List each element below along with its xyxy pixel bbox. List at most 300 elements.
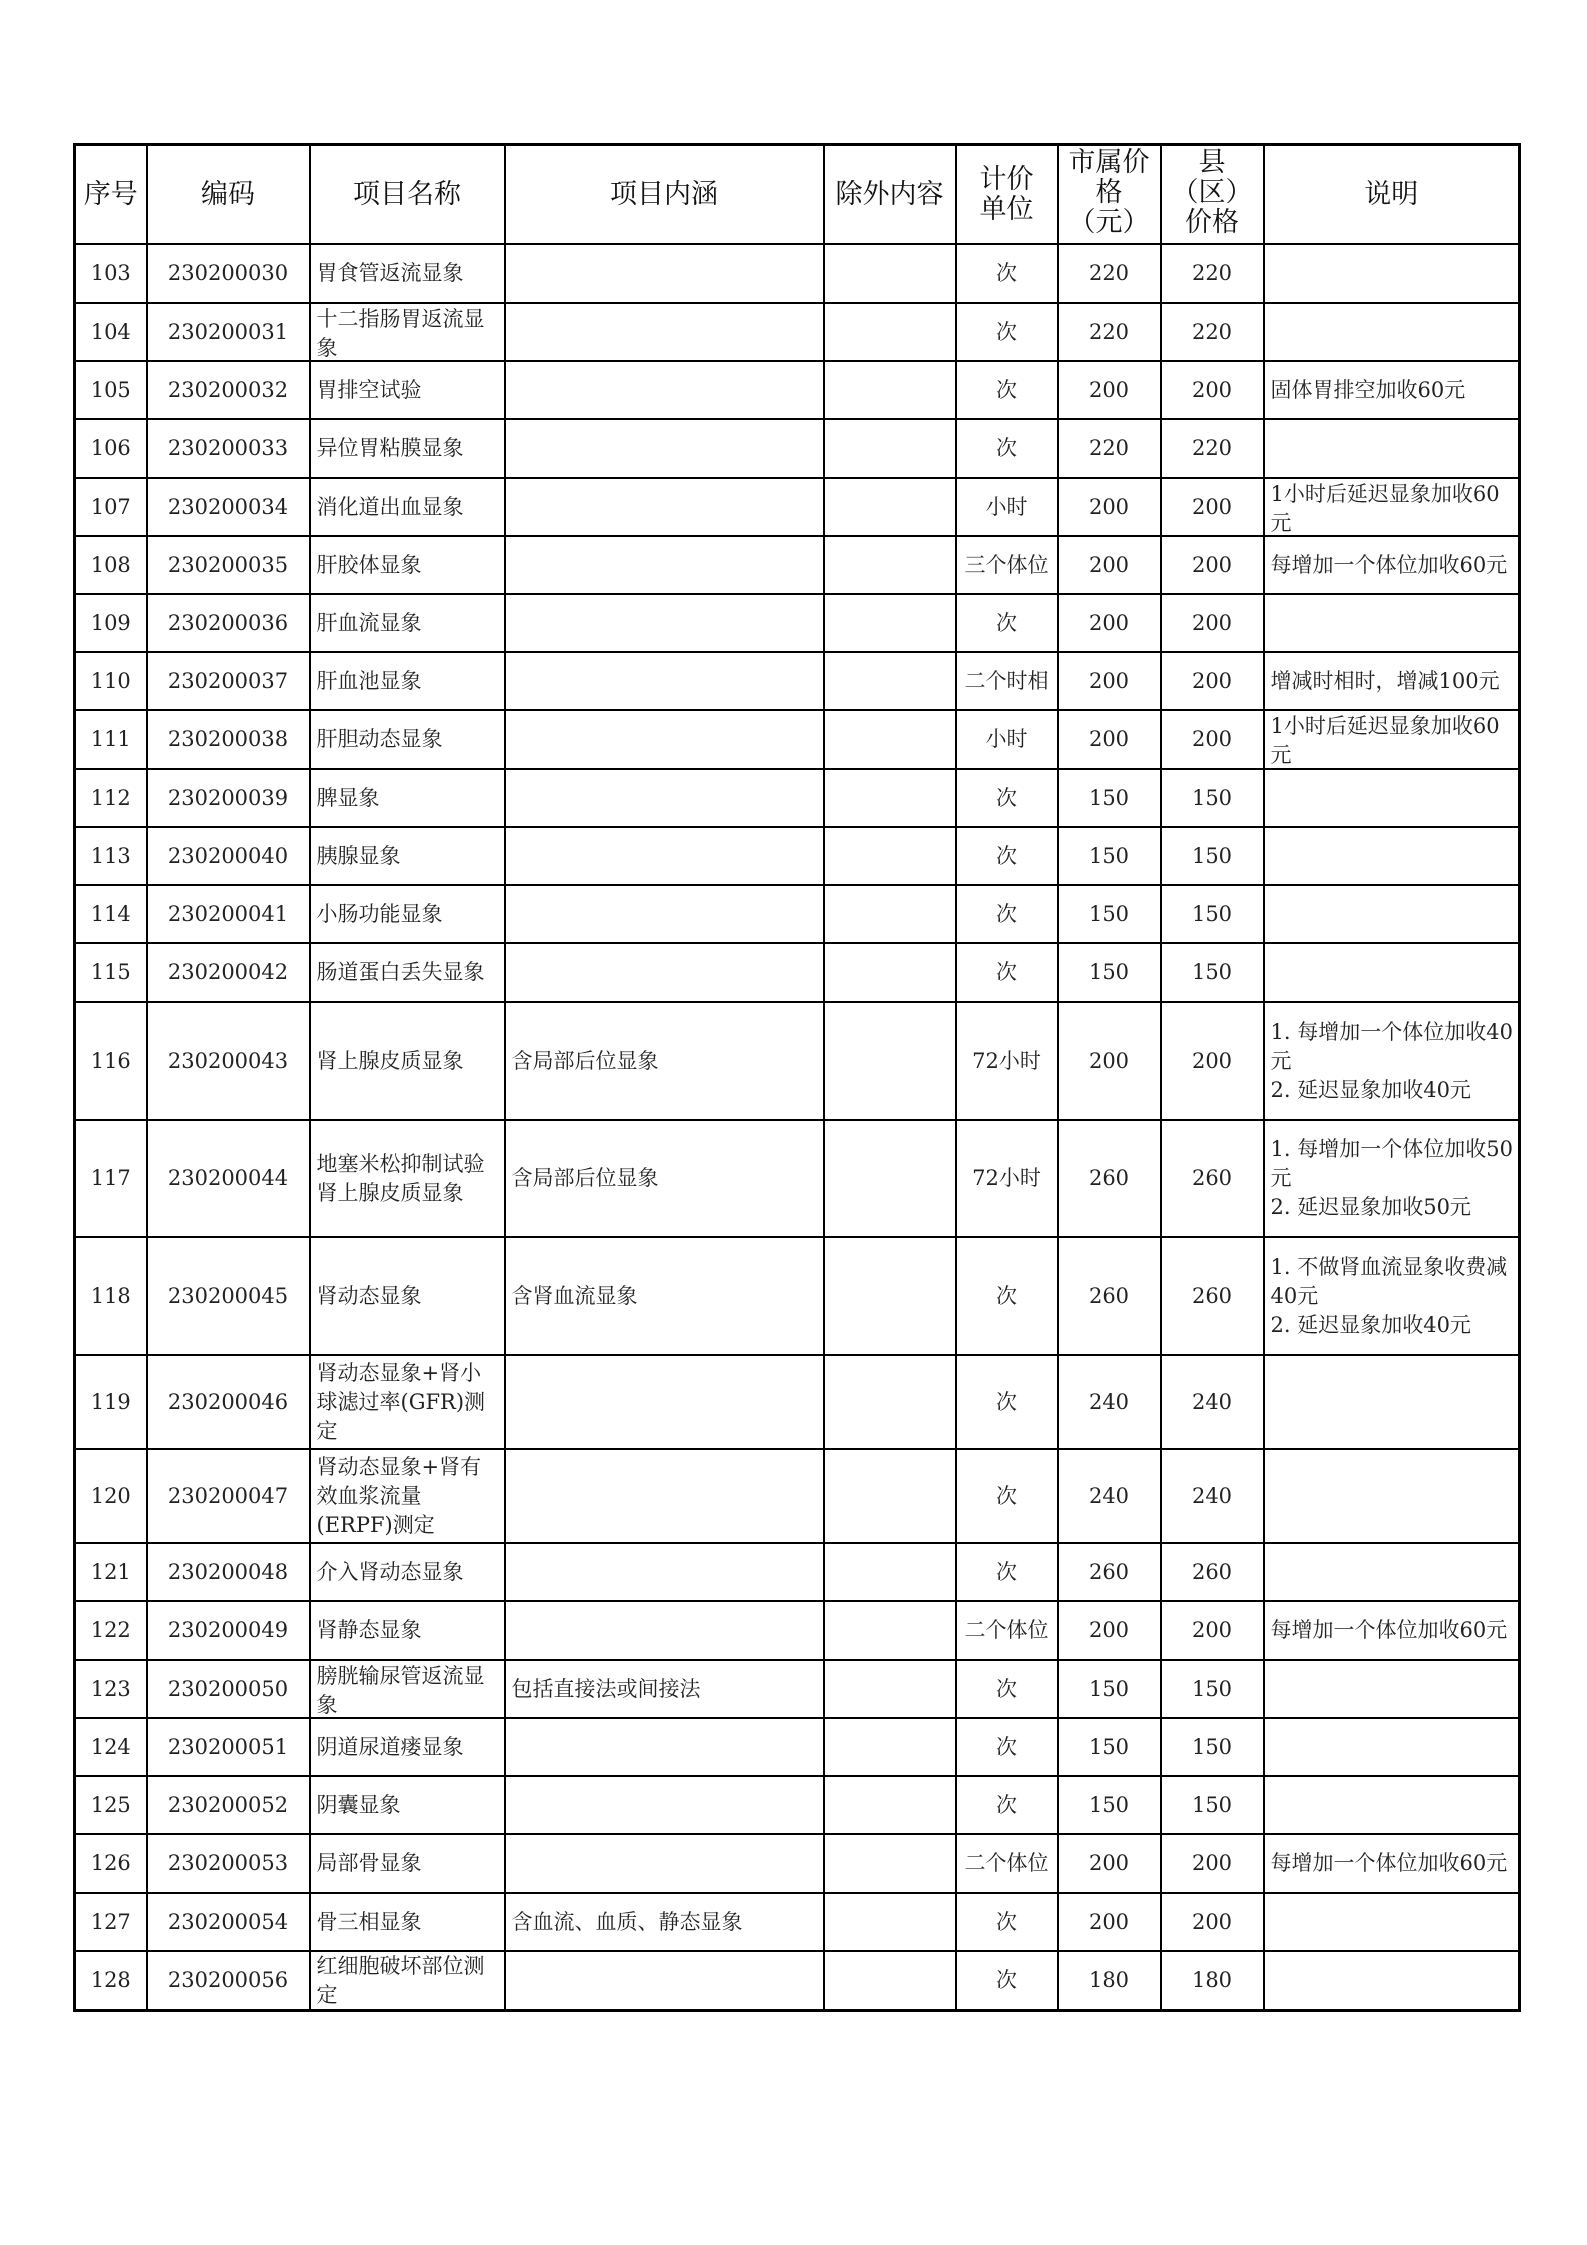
header-city-price (1058, 145, 1161, 245)
cell-seq (75, 1834, 147, 1893)
cell-code (147, 1660, 310, 1718)
cell-seq-text: 111 (90, 727, 131, 751)
cell-city-price-text: 150 (1088, 960, 1130, 984)
header-row (75, 145, 1520, 245)
cell-seq-text: 110 (90, 668, 131, 693)
cell-seq-text: 122 (90, 1618, 131, 1642)
cell-exclusions (824, 943, 956, 1002)
cell-name (310, 652, 505, 710)
cell-unit-text: 次 (996, 901, 1017, 926)
cell-name (310, 1120, 505, 1237)
table-row (75, 1355, 1520, 1449)
table-row (75, 769, 1520, 827)
cell-exclusions (824, 1601, 956, 1660)
cell-unit (956, 244, 1058, 303)
cell-name-text: 肝胶体显象 (316, 552, 422, 577)
cell-name (310, 1893, 505, 1951)
cell-city-price-text: 200 (1088, 1909, 1130, 1934)
cell-unit (956, 594, 1058, 652)
cell-city-price (1058, 1237, 1161, 1355)
cell-code (147, 1951, 310, 2010)
cell-code (147, 1449, 310, 1543)
cell-content (505, 244, 824, 303)
cell-content (505, 1355, 824, 1449)
cell-code-text: 230200040 (167, 843, 289, 868)
cell-county-price (1161, 1237, 1264, 1355)
cell-county-price-text: 240 (1191, 1483, 1233, 1508)
cell-unit (956, 1776, 1058, 1834)
cell-code-text: 230200036 (167, 610, 289, 635)
cell-city-price (1058, 478, 1161, 536)
cell-exclusions (824, 1893, 956, 1951)
cell-content (505, 594, 824, 652)
cell-notes (1264, 1002, 1520, 1120)
cell-county-price (1161, 1951, 1264, 2010)
cell-county-price-text: 150 (1191, 960, 1233, 984)
cell-county-price-text: 220 (1191, 436, 1233, 460)
cell-seq-text: 125 (90, 1792, 131, 1817)
cell-exclusions (824, 1449, 956, 1543)
cell-code (147, 885, 310, 943)
cell-city-price-text: 240 (1088, 1389, 1130, 1414)
cell-city-price (1058, 419, 1161, 478)
cell-city-price (1058, 244, 1161, 303)
cell-code (147, 1002, 310, 1120)
cell-seq-text: 107 (90, 494, 131, 519)
cell-code (147, 244, 310, 303)
cell-county-price (1161, 1449, 1264, 1543)
cell-name-text: 红细胞破坏部位测定 (316, 1954, 485, 2008)
cell-city-price (1058, 361, 1161, 419)
cell-exclusions (824, 769, 956, 827)
header-notes (1264, 145, 1520, 245)
cell-exclusions (824, 710, 956, 769)
cell-county-price (1161, 943, 1264, 1002)
cell-content (505, 303, 824, 361)
table-row (75, 710, 1520, 769)
cell-seq (75, 1893, 147, 1951)
table-row (75, 1834, 1520, 1893)
cell-county-price (1161, 827, 1264, 885)
cell-notes (1264, 303, 1520, 361)
cell-seq (75, 885, 147, 943)
cell-name-text: 肾动态显象 (316, 1283, 422, 1308)
cell-seq (75, 1355, 147, 1449)
cell-code-text: 230200035 (167, 552, 289, 577)
cell-seq-text: 119 (90, 1389, 131, 1414)
cell-code (147, 943, 310, 1002)
cell-seq (75, 594, 147, 652)
cell-name (310, 478, 505, 536)
cell-city-price (1058, 536, 1161, 594)
cell-name-text: 肝血池显象 (316, 668, 422, 693)
cell-code (147, 1893, 310, 1951)
cell-county-price (1161, 1834, 1264, 1893)
cell-city-price-text: 150 (1088, 901, 1130, 926)
cell-county-price-text: 200 (1191, 1618, 1233, 1642)
cell-seq-text: 115 (90, 960, 131, 984)
cell-content (505, 710, 824, 769)
cell-city-price-text: 260 (1088, 1559, 1130, 1584)
cell-seq-text: 103 (90, 261, 131, 285)
cell-city-price (1058, 1718, 1161, 1776)
cell-code (147, 1834, 310, 1893)
cell-city-price-text: 180 (1088, 1967, 1130, 1992)
cell-notes (1264, 769, 1520, 827)
cell-city-price-text: 200 (1088, 610, 1130, 635)
cell-county-price-text: 150 (1191, 1676, 1233, 1701)
cell-name (310, 1355, 505, 1449)
cell-city-price-text: 150 (1088, 785, 1130, 810)
cell-code (147, 710, 310, 769)
cell-seq-text: 120 (90, 1483, 131, 1508)
cell-code (147, 827, 310, 885)
cell-code-text: 230200034 (167, 494, 289, 519)
cell-seq (75, 1002, 147, 1120)
cell-exclusions (824, 1951, 956, 2010)
cell-code-text: 230200030 (167, 261, 289, 285)
cell-city-price-text: 200 (1088, 1851, 1130, 1875)
cell-seq-text: 123 (90, 1676, 131, 1701)
cell-county-price-text: 260 (1191, 1283, 1233, 1308)
cell-unit-text: 次 (996, 377, 1017, 402)
cell-notes (1264, 1951, 1520, 2010)
header-seq-label: 序号 (83, 179, 138, 210)
cell-unit (956, 769, 1058, 827)
header-unit (956, 145, 1058, 245)
cell-city-price (1058, 1355, 1161, 1449)
cell-county-price-text: 200 (1191, 1851, 1233, 1875)
cell-seq-text: 121 (90, 1559, 131, 1584)
header-exclusions (824, 145, 956, 245)
cell-name-text: 局部骨显象 (316, 1851, 422, 1875)
cell-name (310, 536, 505, 594)
cell-county-price-text: 200 (1191, 377, 1233, 402)
cell-name-text: 肝血流显象 (316, 610, 422, 635)
cell-notes-text: 固体胃排空加收60元 (1270, 377, 1466, 402)
table-row (75, 1893, 1520, 1951)
cell-code (147, 536, 310, 594)
cell-code (147, 652, 310, 710)
cell-seq (75, 1601, 147, 1660)
cell-city-price (1058, 1893, 1161, 1951)
cell-unit (956, 1951, 1058, 2010)
cell-code-text: 230200032 (167, 377, 289, 402)
cell-name (310, 1776, 505, 1834)
cell-name-text: 膀胱输尿管返流显象 (316, 1663, 485, 1717)
cell-seq (75, 1449, 147, 1543)
cell-county-price (1161, 419, 1264, 478)
cell-county-price (1161, 885, 1264, 943)
price-table (73, 143, 1521, 2012)
cell-unit (956, 361, 1058, 419)
cell-unit (956, 478, 1058, 536)
cell-city-price (1058, 1449, 1161, 1543)
cell-name (310, 419, 505, 478)
cell-name-text: 十二指肠胃返流显象 (316, 306, 485, 360)
cell-city-price-text: 200 (1088, 727, 1130, 751)
cell-content (505, 1002, 824, 1120)
cell-name (310, 943, 505, 1002)
table-row (75, 1002, 1520, 1120)
cell-content-text: 含局部后位显象 (511, 1048, 659, 1073)
cell-unit-text: 三个体位 (964, 552, 1049, 577)
table-row (75, 361, 1520, 419)
cell-unit (956, 1449, 1058, 1543)
cell-content (505, 419, 824, 478)
cell-county-price (1161, 1120, 1264, 1237)
cell-exclusions (824, 419, 956, 478)
cell-content (505, 1237, 824, 1355)
table-row (75, 1660, 1520, 1718)
cell-county-price-text: 150 (1191, 1734, 1233, 1759)
cell-county-price-text: 220 (1191, 261, 1233, 285)
cell-city-price (1058, 1002, 1161, 1120)
cell-county-price (1161, 1543, 1264, 1601)
cell-name-text: 消化道出血显象 (316, 494, 464, 519)
cell-unit-text: 次 (996, 1792, 1017, 1817)
cell-unit-text: 72小时 (972, 1166, 1041, 1190)
cell-name (310, 827, 505, 885)
cell-county-price-text: 150 (1191, 785, 1233, 810)
table-row (75, 652, 1520, 710)
cell-code (147, 1120, 310, 1237)
cell-unit (956, 303, 1058, 361)
cell-exclusions (824, 1355, 956, 1449)
cell-unit-text: 次 (996, 843, 1017, 868)
cell-code-text: 230200050 (167, 1676, 289, 1701)
cell-notes-text: 每增加一个体位加收60元 (1270, 1618, 1508, 1642)
cell-unit (956, 1834, 1058, 1893)
cell-name (310, 1449, 505, 1543)
cell-unit-text: 小时 (985, 727, 1028, 751)
cell-seq-text: 109 (90, 610, 131, 635)
header-code-label: 编码 (201, 179, 255, 210)
cell-seq (75, 361, 147, 419)
cell-county-price (1161, 303, 1264, 361)
cell-seq (75, 1660, 147, 1718)
cell-city-price-text: 200 (1088, 494, 1130, 519)
cell-name (310, 1601, 505, 1660)
cell-code (147, 419, 310, 478)
cell-notes (1264, 885, 1520, 943)
cell-unit-text: 次 (996, 960, 1017, 984)
header-county-price (1161, 145, 1264, 245)
cell-exclusions (824, 1660, 956, 1718)
cell-code-text: 230200031 (167, 319, 289, 344)
cell-content-text: 包括直接法或间接法 (511, 1676, 701, 1701)
cell-notes (1264, 478, 1520, 536)
cell-seq (75, 303, 147, 361)
cell-seq-text: 105 (90, 377, 131, 402)
cell-content (505, 478, 824, 536)
cell-code (147, 303, 310, 361)
cell-content (505, 1718, 824, 1776)
cell-name-text: 骨三相显象 (316, 1909, 422, 1934)
cell-county-price-text: 200 (1191, 1048, 1233, 1073)
table-row (75, 244, 1520, 303)
cell-exclusions (824, 244, 956, 303)
cell-name (310, 769, 505, 827)
cell-name (310, 710, 505, 769)
cell-exclusions (824, 1718, 956, 1776)
cell-seq-text: 118 (90, 1283, 131, 1308)
cell-exclusions (824, 1002, 956, 1120)
cell-county-price (1161, 478, 1264, 536)
cell-content (505, 1776, 824, 1834)
cell-seq (75, 827, 147, 885)
cell-city-price (1058, 652, 1161, 710)
cell-name (310, 1718, 505, 1776)
cell-unit (956, 1002, 1058, 1120)
cell-county-price-text: 200 (1191, 610, 1233, 635)
cell-code-text: 230200054 (167, 1909, 289, 1934)
cell-seq (75, 1237, 147, 1355)
cell-content (505, 361, 824, 419)
cell-code-text: 230200041 (167, 901, 289, 926)
cell-unit (956, 1601, 1058, 1660)
cell-name (310, 885, 505, 943)
cell-seq-text: 124 (90, 1734, 131, 1759)
cell-unit-text: 72小时 (972, 1048, 1041, 1073)
table-row (75, 1237, 1520, 1355)
cell-unit (956, 885, 1058, 943)
cell-city-price-text: 260 (1088, 1283, 1130, 1308)
cell-name-text: 肾动态显象+肾小球滤过率(GFR)测定 (316, 1360, 486, 1443)
cell-seq-text: 126 (90, 1851, 131, 1875)
cell-code (147, 1543, 310, 1601)
cell-content (505, 1543, 824, 1601)
cell-city-price-text: 150 (1088, 1792, 1130, 1817)
table-row (75, 1951, 1520, 2010)
cell-code-text: 230200038 (167, 727, 289, 751)
cell-notes (1264, 943, 1520, 1002)
cell-county-price (1161, 1355, 1264, 1449)
cell-notes-text: 1. 每增加一个体位加收50元 2. 延迟显象加收50元 (1270, 1137, 1513, 1219)
cell-code (147, 769, 310, 827)
cell-seq (75, 1951, 147, 2010)
cell-seq (75, 478, 147, 536)
cell-city-price (1058, 1601, 1161, 1660)
cell-county-price (1161, 1660, 1264, 1718)
cell-notes (1264, 1718, 1520, 1776)
cell-city-price-text: 150 (1088, 843, 1130, 868)
cell-name-text: 胃排空试验 (316, 377, 422, 402)
cell-name (310, 244, 505, 303)
cell-code-text: 230200045 (167, 1283, 289, 1308)
header-county-price-label: 县 （区） 价格 (1171, 148, 1253, 238)
cell-code-text: 230200048 (167, 1559, 289, 1584)
cell-county-price-text: 150 (1191, 843, 1233, 868)
cell-unit-text: 次 (996, 1559, 1017, 1584)
cell-unit (956, 1355, 1058, 1449)
cell-content-text: 含血流、血质、静态显象 (511, 1909, 743, 1934)
cell-name (310, 1237, 505, 1355)
header-name (310, 145, 505, 245)
cell-county-price (1161, 1002, 1264, 1120)
cell-seq (75, 244, 147, 303)
cell-notes (1264, 827, 1520, 885)
cell-unit (956, 710, 1058, 769)
cell-code-text: 230200044 (167, 1166, 289, 1190)
cell-name-text: 胃食管返流显象 (316, 261, 464, 285)
cell-content (505, 1951, 824, 2010)
cell-content (505, 652, 824, 710)
cell-code-text: 230200042 (167, 960, 289, 984)
header-seq (75, 145, 147, 245)
cell-content (505, 769, 824, 827)
cell-city-price (1058, 769, 1161, 827)
cell-seq-text: 127 (90, 1909, 131, 1934)
cell-code (147, 361, 310, 419)
cell-unit-text: 次 (996, 1909, 1017, 1934)
cell-code-text: 230200033 (167, 436, 289, 460)
cell-name-text: 小肠功能显象 (316, 901, 443, 926)
cell-unit-text: 次 (996, 1483, 1017, 1508)
cell-county-price (1161, 1893, 1264, 1951)
cell-notes-text: 每增加一个体位加收60元 (1270, 1851, 1508, 1875)
cell-unit (956, 1237, 1058, 1355)
cell-city-price (1058, 885, 1161, 943)
cell-notes (1264, 244, 1520, 303)
cell-exclusions (824, 1834, 956, 1893)
cell-name (310, 1002, 505, 1120)
cell-unit (956, 1893, 1058, 1951)
cell-seq (75, 419, 147, 478)
cell-content (505, 1601, 824, 1660)
cell-notes-text: 1. 每增加一个体位加收40元 2. 延迟显象加收40元 (1270, 1019, 1513, 1102)
cell-unit-text: 次 (996, 1734, 1017, 1759)
cell-name (310, 361, 505, 419)
cell-name-text: 介入肾动态显象 (316, 1559, 464, 1584)
cell-code (147, 1601, 310, 1660)
cell-name (310, 594, 505, 652)
cell-city-price (1058, 1776, 1161, 1834)
cell-city-price-text: 200 (1088, 1048, 1130, 1073)
cell-notes (1264, 710, 1520, 769)
cell-notes (1264, 1776, 1520, 1834)
cell-county-price-text: 150 (1191, 1792, 1233, 1817)
cell-notes-text: 1. 不做肾血流显象收费减40元 2. 延迟显象加收40元 (1270, 1254, 1508, 1337)
cell-content (505, 1449, 824, 1543)
cell-county-price-text: 260 (1191, 1559, 1233, 1584)
cell-code (147, 1237, 310, 1355)
cell-county-price (1161, 652, 1264, 710)
cell-unit-text: 二个体位 (964, 1618, 1049, 1642)
cell-name-text: 肾静态显象 (316, 1618, 422, 1642)
cell-city-price-text: 260 (1088, 1166, 1130, 1190)
cell-seq-text: 104 (90, 319, 131, 344)
cell-seq (75, 1543, 147, 1601)
cell-city-price (1058, 943, 1161, 1002)
cell-exclusions (824, 885, 956, 943)
cell-seq (75, 710, 147, 769)
cell-code (147, 1355, 310, 1449)
cell-unit-text: 次 (996, 610, 1017, 635)
cell-content (505, 885, 824, 943)
cell-name-text: 肾上腺皮质显象 (316, 1048, 464, 1073)
table-row (75, 1120, 1520, 1237)
table-row (75, 1776, 1520, 1834)
cell-seq (75, 1718, 147, 1776)
cell-content (505, 827, 824, 885)
cell-code (147, 478, 310, 536)
cell-county-price (1161, 244, 1264, 303)
cell-unit (956, 1660, 1058, 1718)
cell-seq (75, 1776, 147, 1834)
cell-notes (1264, 1893, 1520, 1951)
cell-code (147, 1776, 310, 1834)
